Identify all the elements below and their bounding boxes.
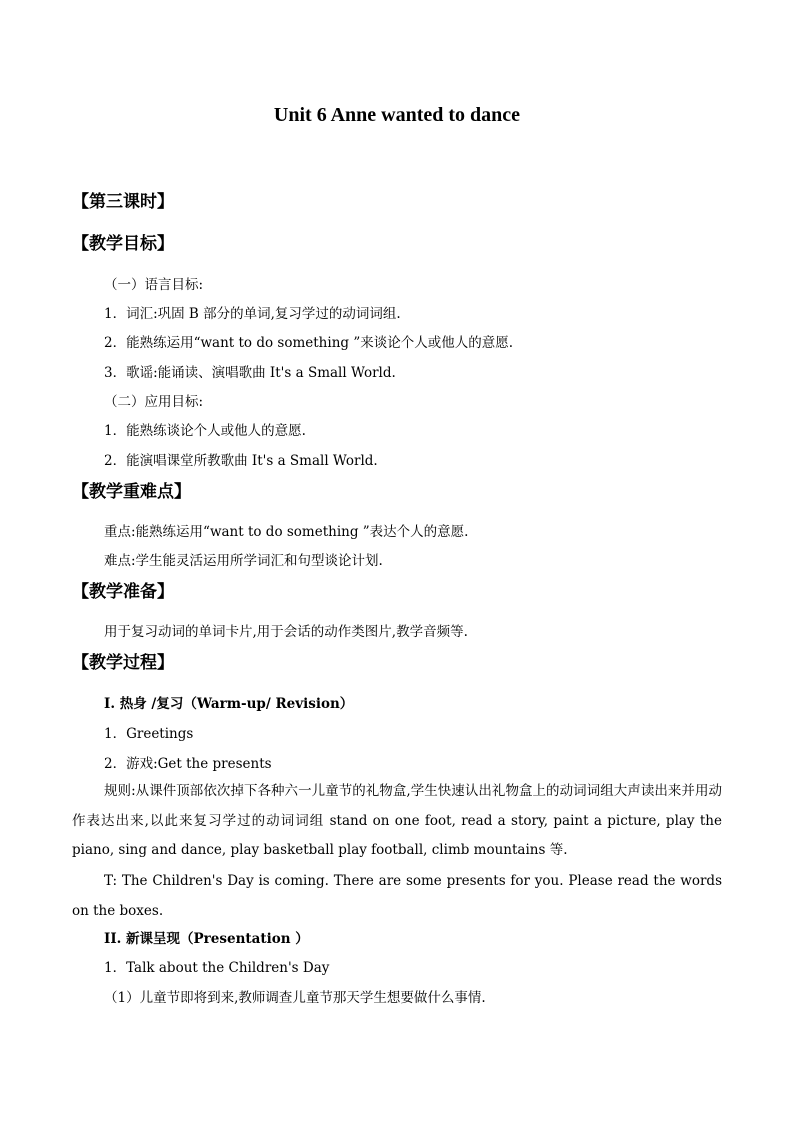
document-title: Unit 6 Anne wanted to dance (273, 104, 521, 126)
goals-item: 3．歌谣:能诵读、演唱歌曲 It's a Small World. (104, 365, 396, 381)
part2-item: 1．Talk about the Children's Day (104, 960, 330, 976)
part1-item: 2．游戏:Get the presents (104, 756, 272, 772)
key-points-heading: 【教学重难点】 (72, 482, 191, 502)
goals-sub2: （二）应用目标: (104, 394, 204, 410)
rule-paragraph: 规则:从课件顶部依次掉下各种六一儿童节的礼物盒,学生快速认出礼物盒上的动词词组大声读出来并用动作表达出来,以此来复习学过的动词词组 stand on one foot, read a story, paint a picture, play the piano, sing and dance, play basketball play football, climb mountains 等. (72, 783, 722, 858)
part2-sub: （1）儿童节即将到来,教师调查儿童节那天学生想要做什么事情. (104, 990, 486, 1006)
part1-item: 1．Greetings (104, 726, 194, 742)
goals-item: 1．词汇:巩固 B 部分的单词,复习学过的动词词组. (104, 306, 401, 322)
section-period-heading: 【第三课时】 (72, 192, 174, 212)
process-heading: 【教学过程】 (72, 653, 174, 673)
goals-sub1: （一）语言目标: (104, 277, 204, 293)
goals-item: 2．能演唱课堂所教歌曲 It's a Small World. (104, 453, 378, 469)
goals-heading: 【教学目标】 (72, 234, 174, 254)
part1-title: I. 热身 /复习（Warm-up/ Revision） (104, 696, 354, 712)
goals-item: 2．能熟练运用“want to do something ”来谈论个人或他人的意愿. (104, 335, 514, 351)
teacher-paragraph: T: The Children's Day is coming. There are some presents for you. Please read the words on the boxes. (72, 873, 722, 919)
difficult-point-text: 难点:学生能灵活运用所学词汇和句型谈论计划. (104, 553, 383, 569)
goals-item: 1．能熟练谈论个人或他人的意愿. (104, 423, 306, 439)
preparation-text: 用于复习动词的单词卡片,用于会话的动作类图片,教学音频等. (104, 624, 468, 640)
part2-title: II. 新课呈现（Presentation ） (104, 931, 309, 947)
preparation-heading: 【教学准备】 (72, 582, 174, 602)
key-point-text: 重点:能熟练运用“want to do something ”表达个人的意愿. (104, 524, 469, 540)
